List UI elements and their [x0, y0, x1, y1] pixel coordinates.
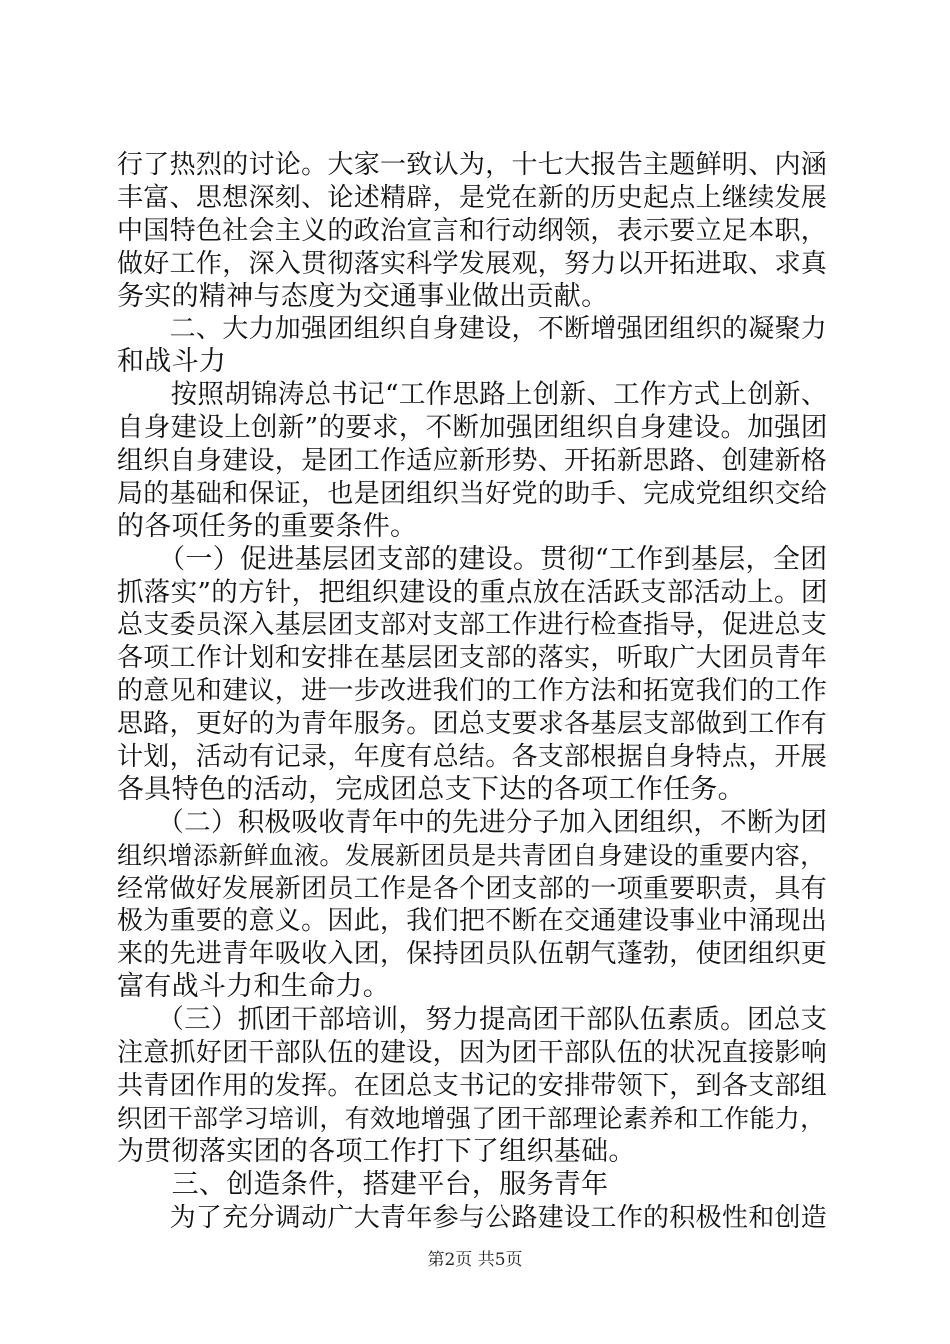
text-line: 各项工作计划和安排在基层团支部的落实，听取广大团员青年: [117, 643, 828, 674]
text-line: 的各项任务的重要条件。: [117, 510, 418, 542]
text-line: 织团干部学习培训，有效地增强了团干部理论素养和工作能力，: [117, 1103, 826, 1133]
text-line: 极为重要的意义。因此，我们把不断在交通建设事业中涌现出: [117, 906, 828, 937]
text-line: 抓落实”的方针，把组织建设的重点放在活跃支部活动上。团: [117, 576, 828, 608]
text-line: （三）抓团干部培训，努力提高团干部队伍素质。团总支: [117, 1004, 828, 1036]
text-line: 按照胡锦涛总书记“工作思路上创新、工作方式上创新、: [117, 379, 828, 411]
text-line: 注意抓好团干部队伍的建设，因为团干部队伍的状况直接影响: [117, 1038, 828, 1069]
text-line: 来的先进青年吸收入团，保持团员队伍朝气蓬勃，使团组织更: [117, 939, 828, 970]
text-line: 总支委员深入基层团支部对支部工作进行检查指导，促进总支: [117, 610, 828, 641]
text-line: 和战斗力: [117, 346, 227, 378]
page-number-footer: 第2页 共5页: [427, 1250, 523, 1270]
text-line: 各具特色的活动，完成团总支下达的各项工作任务。: [117, 773, 745, 805]
text-line: （二）积极吸收青年中的先进分子加入团组织，不断为团: [117, 806, 828, 838]
text-line: 三、创造条件，搭建平台，服务青年: [117, 1168, 609, 1200]
text-line: 思路，更好的为青年服务。团总支要求各基层支部做到工作有: [117, 709, 828, 740]
text-line: 计划，活动有记录，年度有总结。各支部根据自身特点，开展: [117, 742, 828, 773]
text-line: 中国特色社会主义的政治宣言和行动纲领，表示要立足本职，: [117, 215, 828, 246]
text-line: 组织自身建设，是团工作适应新形势、开拓新思路、创建新格: [117, 446, 828, 477]
text-line: 为贯彻落实团的各项工作打下了组织基础。: [117, 1135, 636, 1167]
text-line: 共青团作用的发挥。在团总支书记的安排带领下，到各支部组: [117, 1070, 828, 1101]
text-line: 富有战斗力和生命力。: [117, 971, 390, 1003]
text-line: 经常做好发展新团员工作是各个团支部的一项重要职责，具有: [117, 873, 828, 904]
text-line: 局的基础和保证，也是团组织当好党的助手、完成党组织交给: [117, 478, 828, 509]
text-line: 丰富、思想深刻、论述精辟，是党在新的历史起点上继续发展: [117, 182, 828, 213]
text-line: 行了热烈的讨论。大家一致认为，十七大报告主题鲜明、内涵: [117, 150, 828, 180]
text-line: 务实的精神与态度为交通事业做出贡献。: [117, 280, 609, 312]
text-line: 组织增添新鲜血液。发展新团员是共青团自身建设的重要内容，: [117, 840, 826, 870]
text-line: 二、大力加强团组织自身建设，不断增强团组织的凝聚力: [117, 314, 828, 345]
document-body: [117, 149, 837, 1234]
text-line: 的意见和建议，进一步改进我们的工作方法和拓宽我们的工作: [117, 676, 828, 707]
text-line: 为了充分调动广大青年参与公路建设工作的积极性和创造: [117, 1202, 828, 1233]
text-line: 自身建设上创新”的要求，不断加强团组织自身建设。加强团: [117, 412, 828, 444]
text-line: 做好工作，深入贯彻落实科学发展观，努力以开拓进取、求真: [117, 248, 828, 279]
text-line: （一）促进基层团支部的建设。贯彻“工作到基层，全团: [117, 543, 828, 575]
